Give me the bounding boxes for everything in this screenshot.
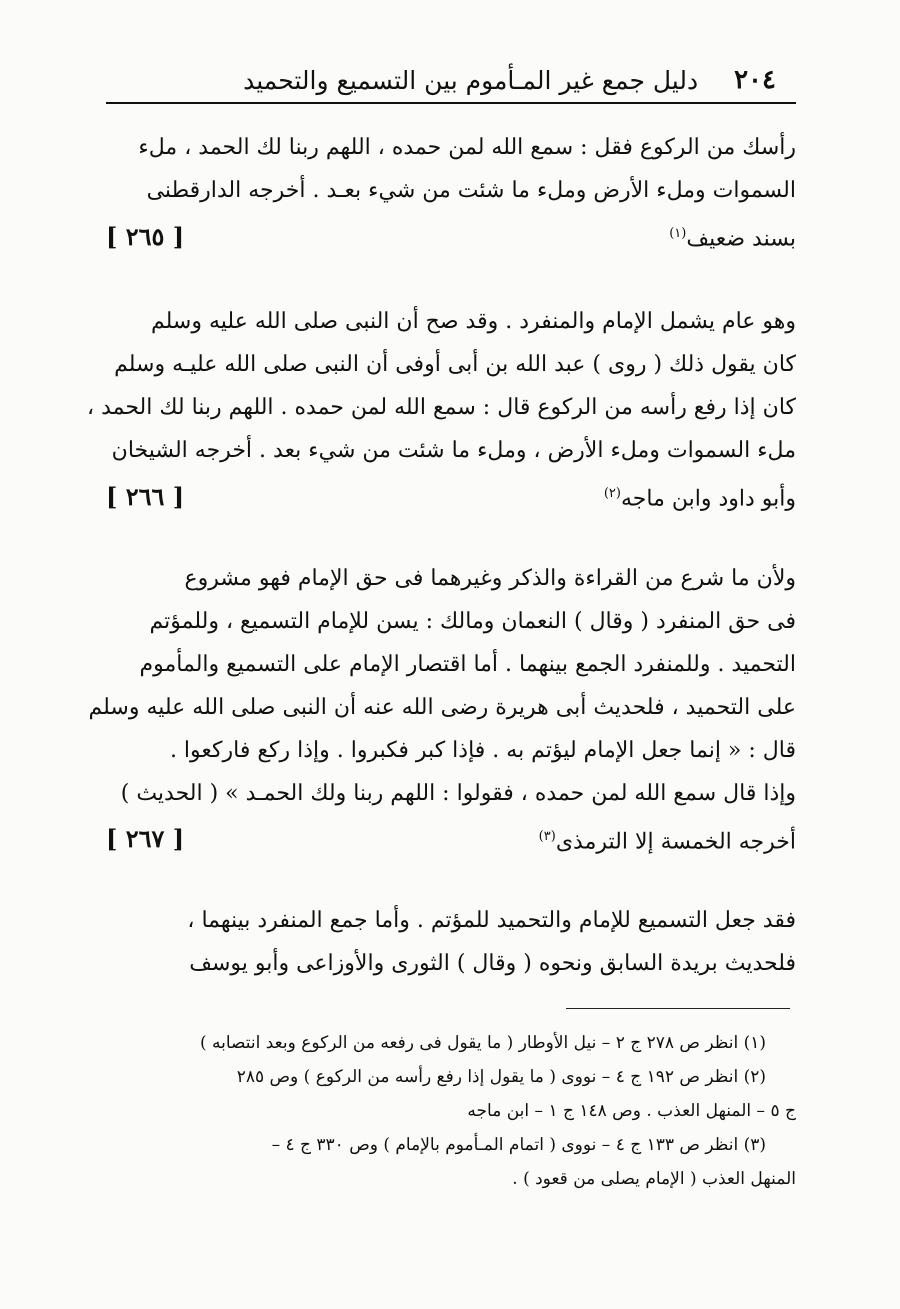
text-line: رأسك من الركوع فقل : سمع الله لمن حمده ، اللهم ربنا لك الحمد ، ملء	[138, 135, 796, 160]
footnote-line: المنهل العذب ( الإمام يصلى من قعود ) .	[512, 1169, 796, 1189]
page-header	[106, 58, 796, 104]
footnote-line: ج ٥ – المنهل العذب . وص ١٤٨ ج ١ – ابن ماجه	[467, 1101, 796, 1121]
text-line: التحميد . وللمنفرد الجمع بينهما . أما اقتصار الإمام على التسميع والمأموم	[139, 651, 796, 677]
text-line: فى حق المنفرد ( وقال ) النعمان ومالك : يسن للإمام التسميع ، وللمؤتم	[149, 608, 796, 634]
text-segment: أخرجه الخمسة إلا الترمذى$^{(٣)}$	[538, 828, 796, 854]
footnote-marker: (٢)	[603, 486, 621, 502]
text-line: كان إذا رفع رأسه من الركوع قال : سمع الله لمن حمده . اللهم ربنا لك الحمد ،	[86, 395, 796, 421]
text-line: على التحميد ، فلحديث أبى هريرة رضى الله عنه أن النبى صلى الله عليه وسلم	[88, 694, 796, 720]
text-line: كان يقول ذلك ( روى ) عبد الله بن أبى أوفى أن النبى صلى الله عليـه وسلم	[114, 352, 796, 378]
paragraph-266	[86, 300, 796, 520]
reference-line	[106, 472, 796, 520]
text-line: قال : « إنما جعل الإمام ليؤتم به . فإذا كبر فكبروا . وإذا ركع فاركعوا .	[169, 737, 796, 763]
running-title: دليل جمع غير المـأموم بين التسميع والتحميد	[243, 65, 699, 95]
footnote-line: (٣) انظر ص ١٣٣ ج ٤ – نووى ( اتمام المـأموم بالإمام ) وص ٣٣٠ ج ٤ –	[271, 1135, 766, 1155]
text-line: ولأن ما شرع من القراءة والذكر وغيرهما فى حق الإمام فهو مشروع	[184, 565, 796, 591]
footnotes	[106, 1026, 796, 1196]
paragraph-265	[106, 126, 796, 260]
text-line: فلحديث بريدة السابق ونحوه ( وقال ) الثورى والأوزاعى وأبو يوسف	[189, 950, 796, 976]
text-segment: بسند ضعيف$^{(١)}$	[669, 226, 796, 252]
text-line: وهو عام يشمل الإمام والمنفرد . وقد صح أن النبى صلى الله عليه وسلم	[151, 309, 796, 335]
text-line: وإذا قال سمع الله لمن حمده ، فقولوا : اللهم ربنا ولك الحمـد » ( الحديث )	[120, 780, 796, 806]
paragraph-267	[88, 557, 796, 863]
footnote-line: (١) انظر ص ٢٧٨ ج ٢ – نيل الأوطار ( ما يقول فى رفعه من الركوع وبعد انتصابه )	[199, 1033, 766, 1053]
reference-line	[106, 815, 796, 863]
text-line: فقد جعل التسميع للإمام والتحميد للمؤتم . وأما جمع المنفرد بينهما ،	[187, 907, 796, 933]
footnote-marker: (١)	[669, 226, 687, 241]
page-number: ٢٠٤	[734, 65, 776, 95]
footnote-line: (٢) انظر ص ١٩٢ ج ٤ – نووى ( ما يقول إذا رفع رأسه من الركوع ) وص ٢٨٥	[236, 1067, 766, 1087]
hadith-number: [ ٢٦٦ ]	[106, 481, 185, 511]
text-line: السموات وملء الأرض وملء ما شئت من شيء بعـد . أخرجه الدارقطنى	[146, 178, 796, 203]
reference-line	[106, 212, 796, 260]
paragraph-continuing	[106, 899, 796, 985]
footnote-divider	[566, 1008, 790, 1009]
text-segment: وأبو داود وابن ماجه$^{(٢)}$	[603, 486, 796, 512]
main-text	[86, 126, 796, 985]
footnote-marker: (٣)	[538, 828, 556, 844]
hadith-number: [ ٢٦٥ ]	[106, 221, 185, 251]
text-line: ملء السموات وملء الأرض ، وملء ما شئت من شيء بعد . أخرجه الشيخان	[111, 438, 796, 464]
hadith-number: [ ٢٦٧ ]	[106, 824, 185, 854]
